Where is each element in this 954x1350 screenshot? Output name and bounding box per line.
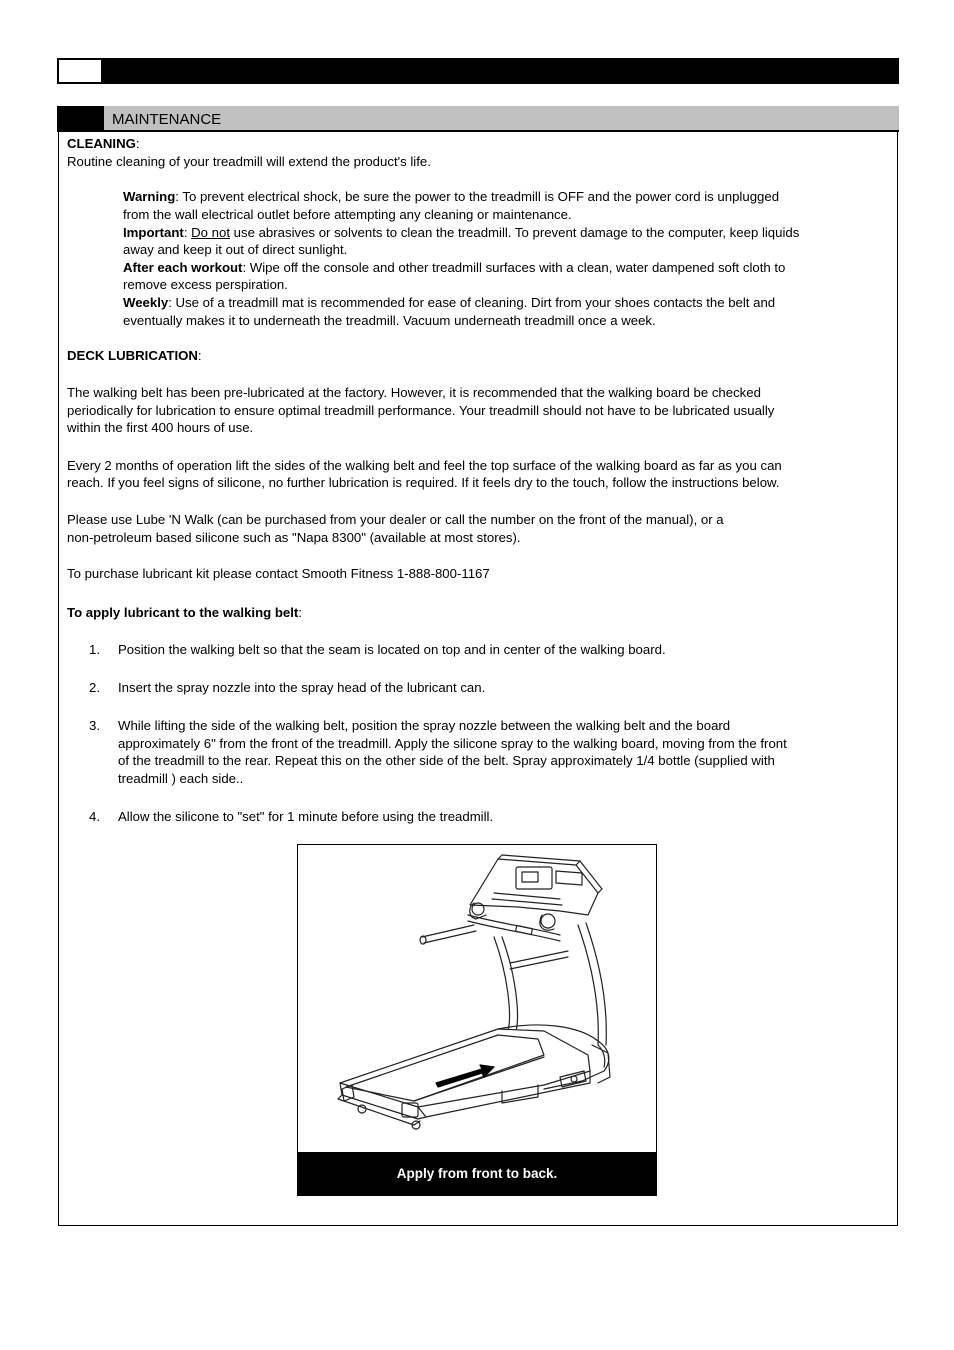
lubrication-p3-l1: Please use Lube 'N Walk (can be purchased from your dealer or call the number on the front of the manual), or a	[67, 512, 724, 527]
weekly-line1: Weekly: Use of a treadmill mat is recommended for ease of cleaning. Dirt from your shoes contacts the belt and	[123, 295, 776, 310]
page-header-bar	[57, 58, 899, 84]
treadmill-illustration	[298, 845, 656, 1152]
step-text: approximately 6" from the front of the treadmill. Apply the silicone spray to the walking board, moving from the front	[118, 736, 787, 751]
step-text: treadmill ) each side..	[118, 771, 244, 786]
section-marker	[57, 106, 104, 130]
lubrication-p1-l1: The walking belt has been pre-lubricated at the factory. However, it is recommended that the walking board be checked	[67, 385, 761, 400]
figure-caption: Apply from front to back.	[298, 1152, 656, 1195]
warning-line1: Warning: To prevent electrical shock, be sure the power to the treadmill is OFF and the power cord is unplugged	[123, 189, 780, 204]
step-text: While lifting the side of the walking belt, position the spray nozzle between the walking belt and the board	[118, 718, 731, 733]
page-number-box	[59, 60, 101, 82]
cleaning-intro: Routine cleaning of your treadmill will extend the product's life.	[67, 154, 431, 169]
weekly-line2: eventually makes it to underneath the treadmill. Vacuum underneath treadmill once a week.	[123, 313, 656, 328]
after-workout-line1: After each workout: Wipe off the console and other treadmill surfaces with a clean, water dampened soft cloth to	[123, 260, 786, 275]
treadmill-figure	[297, 844, 657, 1196]
step-text: of the treadmill to the rear. Repeat this on the other side of the belt. Spray approximately 1/4 bottle (supplied with	[118, 753, 775, 768]
cleaning-heading-line: CLEANING:	[67, 136, 140, 151]
step-number: 1.	[89, 642, 100, 657]
step-text: Insert the spray nozzle into the spray head of the lubricant can.	[118, 680, 486, 695]
section-title: MAINTENANCE	[112, 111, 222, 128]
lubrication-p2-l1: Every 2 months of operation lift the sides of the walking belt and feel the top surface of the walking board as far as you can	[67, 458, 782, 473]
important-line1: Important: Do not use abrasives or solvents to clean the treadmill. To prevent damage to the computer, keep liquids	[123, 225, 800, 240]
lubrication-p1-l2: periodically for lubrication to ensure optimal treadmill performance. Your treadmill should not have to be lubricated usually	[67, 403, 775, 418]
apply-heading: To apply lubricant to the walking belt	[67, 605, 299, 620]
step-text: Allow the silicone to "set" for 1 minute before using the treadmill.	[118, 809, 494, 824]
lubricant-kit-contact: To purchase lubricant kit please contact Smooth Fitness 1-888-800-1167	[67, 566, 490, 581]
step-text: Position the walking belt so that the seam is located on top and in center of the walking board.	[118, 642, 666, 657]
step-number: 3.	[89, 718, 100, 733]
step-number: 2.	[89, 680, 100, 695]
lubrication-p1-l3: within the first 400 hours of use.	[67, 420, 254, 435]
section-header	[57, 106, 899, 132]
lubrication-heading-line: DECK LUBRICATION:	[67, 348, 202, 363]
lubrication-p3-l2: non-petroleum based silicone such as "Napa 8300" (available at most stores).	[67, 530, 521, 545]
important-line2: away and keep it out of direct sunlight.	[123, 242, 348, 257]
after-workout-line2: remove excess perspiration.	[123, 277, 288, 292]
cleaning-heading: CLEANING	[67, 136, 136, 151]
lubrication-p2-l2: reach. If you feel signs of silicone, no further lubrication is required. If it feels dry to the touch, follow the instructions below.	[67, 475, 780, 490]
apply-heading-line: To apply lubricant to the walking belt:	[67, 605, 302, 620]
warning-line2: from the wall electrical outlet before attempting any cleaning or maintenance.	[123, 207, 572, 222]
step-number: 4.	[89, 809, 100, 824]
lubrication-heading: DECK LUBRICATION	[67, 348, 198, 363]
